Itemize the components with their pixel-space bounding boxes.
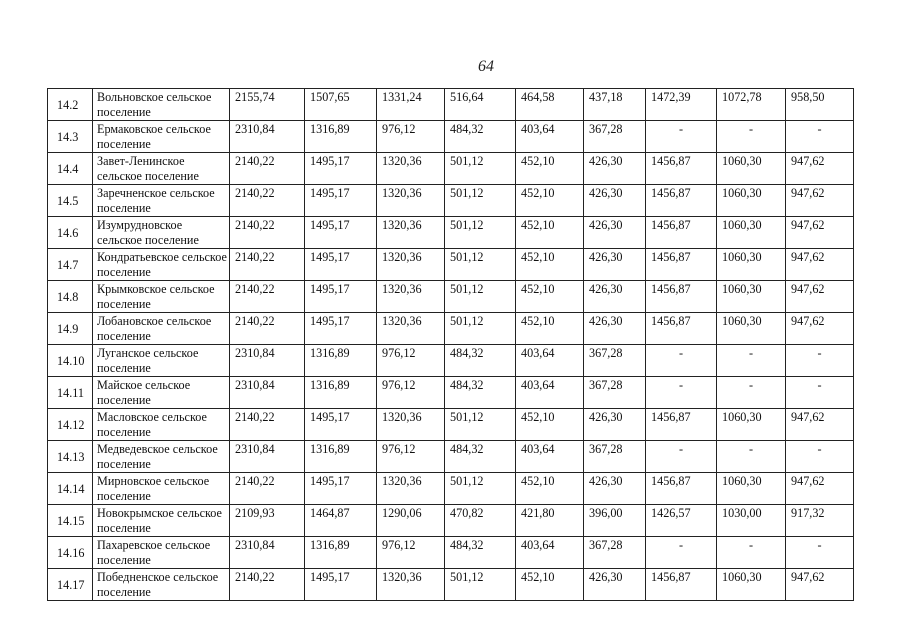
value-cell: 1456,87 — [646, 473, 717, 505]
row-number-cell: 14.6 — [48, 217, 93, 249]
value-cell: 958,50 — [786, 89, 854, 121]
value-cell: 501,12 — [445, 217, 516, 249]
row-number-cell: 14.3 — [48, 121, 93, 153]
value-cell: 947,62 — [786, 569, 854, 601]
table-row — [48, 249, 854, 281]
value-cell: - — [717, 441, 786, 473]
value-cell: 976,12 — [377, 377, 445, 409]
value-cell: 367,28 — [584, 537, 646, 569]
value-cell: 947,62 — [786, 281, 854, 313]
value-cell: - — [646, 537, 717, 569]
value-cell: 367,28 — [584, 377, 646, 409]
value-cell: 464,58 — [516, 89, 584, 121]
settlement-name-cell: Мирновское сельское поселение — [93, 473, 230, 505]
value-cell: 437,18 — [584, 89, 646, 121]
page-number: 64 — [478, 58, 494, 75]
table-row — [48, 121, 854, 153]
value-cell: 1320,36 — [377, 217, 445, 249]
value-cell: - — [786, 377, 854, 409]
value-cell: 484,32 — [445, 377, 516, 409]
value-cell: - — [717, 345, 786, 377]
value-cell: 2155,74 — [230, 89, 305, 121]
value-cell: 452,10 — [516, 473, 584, 505]
row-number-cell: 14.13 — [48, 441, 93, 473]
value-cell: 1456,87 — [646, 185, 717, 217]
value-cell: 2140,22 — [230, 313, 305, 345]
row-number-cell: 14.5 — [48, 185, 93, 217]
settlement-name-cell: Луганское сельское поселение — [93, 345, 230, 377]
value-cell: 2140,22 — [230, 281, 305, 313]
value-cell: 367,28 — [584, 345, 646, 377]
value-cell: 1426,57 — [646, 505, 717, 537]
value-cell: 947,62 — [786, 249, 854, 281]
settlement-name-cell: Кондратьевское сельское поселение — [93, 249, 230, 281]
value-cell: 484,32 — [445, 441, 516, 473]
value-cell: 501,12 — [445, 313, 516, 345]
table-row — [48, 409, 854, 441]
row-number-cell: 14.11 — [48, 377, 93, 409]
value-cell: 2310,84 — [230, 345, 305, 377]
value-cell: 917,32 — [786, 505, 854, 537]
value-cell: 947,62 — [786, 217, 854, 249]
value-cell: 976,12 — [377, 121, 445, 153]
value-cell: 1456,87 — [646, 249, 717, 281]
value-cell: 1495,17 — [305, 185, 377, 217]
row-number-cell: 14.16 — [48, 537, 93, 569]
value-cell: 1495,17 — [305, 281, 377, 313]
settlement-name-cell: Изумрудновское сельское поселение — [93, 217, 230, 249]
value-cell: 947,62 — [786, 313, 854, 345]
value-cell: 403,64 — [516, 377, 584, 409]
table-row — [48, 185, 854, 217]
tariff-table — [47, 88, 854, 601]
value-cell: 2140,22 — [230, 185, 305, 217]
row-number-cell: 14.10 — [48, 345, 93, 377]
value-cell: 452,10 — [516, 569, 584, 601]
value-cell: 426,30 — [584, 409, 646, 441]
value-cell: 1320,36 — [377, 409, 445, 441]
value-cell: 1072,78 — [717, 89, 786, 121]
value-cell: 1495,17 — [305, 217, 377, 249]
table-row — [48, 537, 854, 569]
value-cell: 1060,30 — [717, 153, 786, 185]
value-cell: 1060,30 — [717, 281, 786, 313]
value-cell: 367,28 — [584, 441, 646, 473]
value-cell: 426,30 — [584, 281, 646, 313]
row-number-cell: 14.17 — [48, 569, 93, 601]
value-cell: - — [786, 441, 854, 473]
value-cell: 484,32 — [445, 121, 516, 153]
value-cell: 1316,89 — [305, 537, 377, 569]
value-cell: 501,12 — [445, 473, 516, 505]
value-cell: 2140,22 — [230, 569, 305, 601]
value-cell: 1456,87 — [646, 217, 717, 249]
value-cell: 1290,06 — [377, 505, 445, 537]
value-cell: 484,32 — [445, 537, 516, 569]
value-cell: 426,30 — [584, 185, 646, 217]
value-cell: 1472,39 — [646, 89, 717, 121]
value-cell: 1495,17 — [305, 569, 377, 601]
value-cell: 501,12 — [445, 281, 516, 313]
value-cell: 2140,22 — [230, 249, 305, 281]
value-cell: 1060,30 — [717, 409, 786, 441]
settlement-name-cell: Масловское сельское поселение — [93, 409, 230, 441]
value-cell: 426,30 — [584, 473, 646, 505]
value-cell: 426,30 — [584, 153, 646, 185]
value-cell: 2140,22 — [230, 217, 305, 249]
value-cell: 1060,30 — [717, 569, 786, 601]
value-cell: 1030,00 — [717, 505, 786, 537]
settlement-name-cell: Заречненское сельское поселение — [93, 185, 230, 217]
settlement-name-cell: Крымковское сельское поселение — [93, 281, 230, 313]
value-cell: 947,62 — [786, 473, 854, 505]
value-cell: 947,62 — [786, 185, 854, 217]
value-cell: 1320,36 — [377, 281, 445, 313]
table-row — [48, 217, 854, 249]
settlement-name-cell: Вольновское сельское поселение — [93, 89, 230, 121]
value-cell: 452,10 — [516, 409, 584, 441]
value-cell: 452,10 — [516, 249, 584, 281]
value-cell: 403,64 — [516, 537, 584, 569]
row-number-cell: 14.2 — [48, 89, 93, 121]
table-row — [48, 313, 854, 345]
table-row — [48, 153, 854, 185]
value-cell: - — [786, 121, 854, 153]
value-cell: 403,64 — [516, 345, 584, 377]
value-cell: 1320,36 — [377, 153, 445, 185]
value-cell: 947,62 — [786, 409, 854, 441]
value-cell: 501,12 — [445, 569, 516, 601]
value-cell: 501,12 — [445, 409, 516, 441]
value-cell: 1060,30 — [717, 313, 786, 345]
value-cell: 1316,89 — [305, 441, 377, 473]
value-cell: 1060,30 — [717, 249, 786, 281]
row-number-cell: 14.7 — [48, 249, 93, 281]
table-body — [48, 89, 854, 601]
value-cell: 1495,17 — [305, 153, 377, 185]
value-cell: 2109,93 — [230, 505, 305, 537]
value-cell: 1316,89 — [305, 121, 377, 153]
value-cell: 947,62 — [786, 153, 854, 185]
settlement-name-cell: Ермаковское сельское поселение — [93, 121, 230, 153]
table-row — [48, 473, 854, 505]
value-cell: 426,30 — [584, 313, 646, 345]
settlement-name-cell: Медведевское сельское поселение — [93, 441, 230, 473]
value-cell: 1456,87 — [646, 409, 717, 441]
row-number-cell: 14.12 — [48, 409, 93, 441]
value-cell: 1060,30 — [717, 217, 786, 249]
value-cell: 1316,89 — [305, 377, 377, 409]
value-cell: 452,10 — [516, 217, 584, 249]
value-cell: - — [646, 345, 717, 377]
value-cell: 976,12 — [377, 345, 445, 377]
table-row — [48, 345, 854, 377]
value-cell: 1316,89 — [305, 345, 377, 377]
row-number-cell: 14.15 — [48, 505, 93, 537]
value-cell: 1320,36 — [377, 313, 445, 345]
value-cell: 426,30 — [584, 249, 646, 281]
table-row — [48, 569, 854, 601]
value-cell: 1320,36 — [377, 249, 445, 281]
value-cell: - — [717, 377, 786, 409]
value-cell: 1495,17 — [305, 313, 377, 345]
row-number-cell: 14.14 — [48, 473, 93, 505]
value-cell: 452,10 — [516, 185, 584, 217]
row-number-cell: 14.8 — [48, 281, 93, 313]
value-cell: 2140,22 — [230, 409, 305, 441]
value-cell: 2310,84 — [230, 441, 305, 473]
value-cell: 421,80 — [516, 505, 584, 537]
value-cell: 1495,17 — [305, 409, 377, 441]
value-cell: 1331,24 — [377, 89, 445, 121]
value-cell: 1456,87 — [646, 313, 717, 345]
value-cell: 1456,87 — [646, 569, 717, 601]
value-cell: 501,12 — [445, 249, 516, 281]
value-cell: 2310,84 — [230, 537, 305, 569]
value-cell: - — [646, 377, 717, 409]
value-cell: 367,28 — [584, 121, 646, 153]
settlement-name-cell: Пахаревское сельское поселение — [93, 537, 230, 569]
value-cell: 396,00 — [584, 505, 646, 537]
value-cell: 2140,22 — [230, 473, 305, 505]
settlement-name-cell: Лобановское сельское поселение — [93, 313, 230, 345]
value-cell: 516,64 — [445, 89, 516, 121]
settlement-name-cell: Завет-Ленинское сельское поселение — [93, 153, 230, 185]
value-cell: 452,10 — [516, 313, 584, 345]
table-row — [48, 281, 854, 313]
value-cell: 1495,17 — [305, 249, 377, 281]
value-cell: - — [646, 441, 717, 473]
value-cell: 452,10 — [516, 281, 584, 313]
value-cell: 2310,84 — [230, 377, 305, 409]
value-cell: 1507,65 — [305, 89, 377, 121]
value-cell: 976,12 — [377, 441, 445, 473]
value-cell: 2140,22 — [230, 153, 305, 185]
value-cell: 426,30 — [584, 569, 646, 601]
table-row — [48, 89, 854, 121]
value-cell: 1060,30 — [717, 473, 786, 505]
table-row — [48, 505, 854, 537]
settlement-name-cell: Победненское сельское поселение — [93, 569, 230, 601]
value-cell: 976,12 — [377, 537, 445, 569]
table-row — [48, 441, 854, 473]
value-cell: 452,10 — [516, 153, 584, 185]
value-cell: 1060,30 — [717, 185, 786, 217]
value-cell: 1320,36 — [377, 473, 445, 505]
settlement-name-cell: Майское сельское поселение — [93, 377, 230, 409]
value-cell: 2310,84 — [230, 121, 305, 153]
value-cell: 1456,87 — [646, 153, 717, 185]
row-number-cell: 14.4 — [48, 153, 93, 185]
value-cell: 403,64 — [516, 121, 584, 153]
value-cell: - — [786, 345, 854, 377]
value-cell: 1464,87 — [305, 505, 377, 537]
table-row — [48, 377, 854, 409]
settlement-name-cell: Новокрымское сельское поселение — [93, 505, 230, 537]
value-cell: 1495,17 — [305, 473, 377, 505]
value-cell: 426,30 — [584, 217, 646, 249]
value-cell: - — [646, 121, 717, 153]
value-cell: 470,82 — [445, 505, 516, 537]
value-cell: 501,12 — [445, 185, 516, 217]
value-cell: 501,12 — [445, 153, 516, 185]
value-cell: 1320,36 — [377, 185, 445, 217]
value-cell: - — [717, 121, 786, 153]
value-cell: - — [717, 537, 786, 569]
value-cell: 1320,36 — [377, 569, 445, 601]
row-number-cell: 14.9 — [48, 313, 93, 345]
value-cell: 403,64 — [516, 441, 584, 473]
value-cell: 484,32 — [445, 345, 516, 377]
value-cell: 1456,87 — [646, 281, 717, 313]
value-cell: - — [786, 537, 854, 569]
